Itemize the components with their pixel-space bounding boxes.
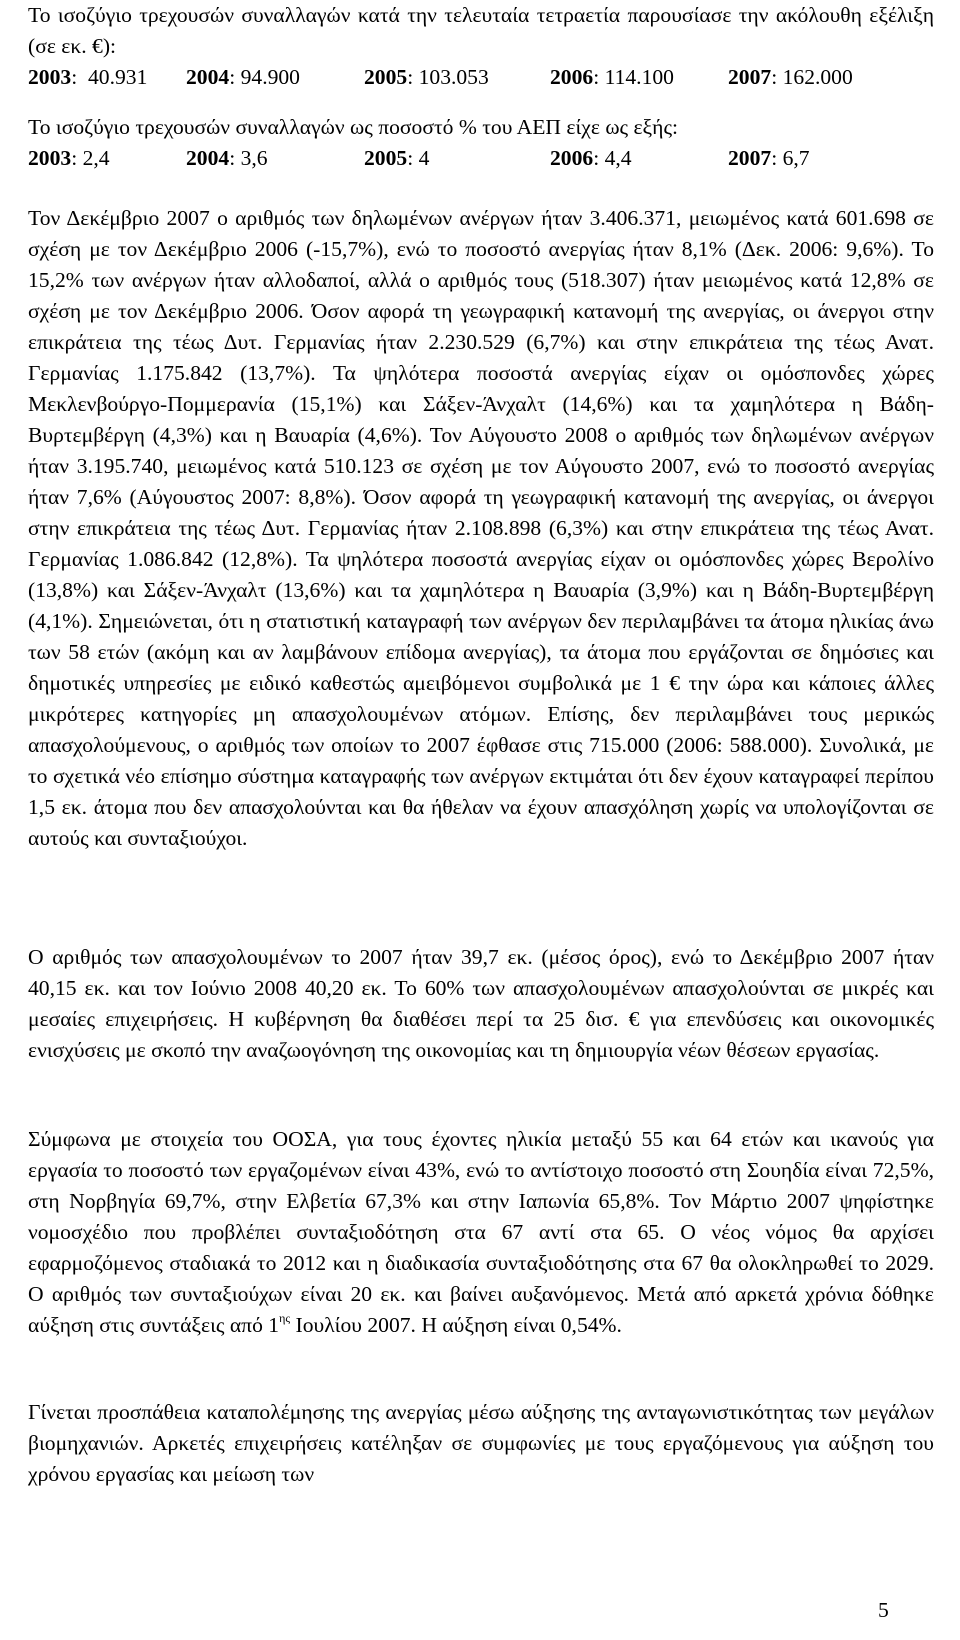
competitiveness-paragraph: Γίνεται προσπάθεια καταπολέμησης της ανεργίας μέσω αύξησης της ανταγωνιστικότητας των μεγάλων βιομηχανιών. Αρκετές επιχειρήσεις κατέληξαν σε συμφωνίες με τους εργαζόμενους για αύξηση του χρόνου εργασίας και μείωση των: [28, 1400, 934, 1486]
balance-item: 2006: 114.100: [550, 65, 674, 89]
gdp-item: 2007: 6,7: [728, 146, 810, 170]
oecd-paragraph: [28, 1124, 934, 1341]
balance-item: 2007: 162.000: [728, 65, 853, 89]
document-page: [28, 0, 934, 1640]
unemployment-paragraph: Τον Δεκέμβριο 2007 ο αριθμός των δηλωμένων ανέργων ήταν 3.406.371, μειωμένος κατά 601.698 σε σχέση με τον Δεκέμβριο 2006 (-15,7%), ενώ το ποσοστό ανεργίας ήταν 8,1% (Δεκ. 2006: 9,6%). Το 15,2% των ανέργων ήταν αλλοδαποί, αλλά ο αριθμός τους (518.307) ήταν μειωμένος κατά 12,8% σε σχέση με τον Δεκέμβριο 2006. Όσον αφορά τη γεωγραφική κατανομή της ανεργίας, οι άνεργοι στην επικράτεια της τέως Δυτ. Γερμανίας ήταν 2.230.529 (6,7%) και στην επικράτεια της τέως Ανατ. Γερμανίας 1.175.842 (13,7%). Τα ψηλότερα ποσοστά ανεργίας είχαν οι ομόσπονδες χώρες Μεκλενβούργο-Πομμερανία (15,1%) και Σάξεν-Άνχαλτ (14,6%) και τα χαμηλότερα η Βάδη-Βυρτεμβέργη (4,3%) και η Βαυαρία (4,6%). Τον Αύγουστο 2008 ο αριθμός των δηλωμένων ανέργων ήταν 3.195.740, μειωμένος κατά 510.123 σε σχέση με τον Αύγουστο 2007, ενώ το ποσοστό ανεργίας ήταν 7,6% (Αύγουστος 2007: 8,8%). Όσον αφορά τη γεωγραφική κατανομή της ανεργίας, οι άνεργοι στην επικράτεια της τέως Δυτ. Γερμανίας ήταν 2.108.898 (6,3%) και στην επικράτεια της τέως Ανατ. Γερμανίας 1.086.842 (12,8%). Τα ψηλότερα ποσοστά ανεργίας είχαν οι ομόσπονδες χώρες Βερολίνο (13,8%) και Σάξεν-Άνχαλτ (13,6%) και τα χαμηλότερα η Βαυαρία (3,9%) και η Βάδη-Βυρτεμβέργη (4,1%). Σημειώνεται, ότι η στατιστική καταγραφή των ανέργων δεν περιλαμβάνει τα άτομα ηλικίας άνω των 58 ετών (ακόμη και αν λαμβάνουν επίδομα ανεργίας), τα άτομα που εργάζονται σε δημόσιες και δημοτικές υπηρεσίες με ειδικό καθεστώς αμειβόμενοι συμβολικά με 1 € την ώρα και κάποιες άλλες μικρότερες κατηγορίες μη απασχολουμένων ατόμων. Επίσης, δεν περιλαμβάνει τους μερικώς απασχολούμενους, ο αριθμός των οποίων το 2007 έφθασε στις 715.000 (2006: 588.000). Συνολικά, με το σχετικά νέο επίσημο σύστημα καταγραφής των ανέργων εκτιμάται ότι δεν έχουν καταγραφεί περίπου 1,5 εκ. άτομα που δεν απασχολούνται και θα ήθελαν να έχουν απασχόληση χωρίς να υπολογίζονται σε αυτούς και συνταξιούχοι.: [28, 206, 934, 850]
balance-item: 2003: 40.931: [28, 65, 148, 89]
balance-intro: Το ισοζύγιο τρεχουσών συναλλαγών κατά την τελευταία τετραετία παρουσίασε την ακόλουθη εξέλιξη (σε εκ. €):: [28, 3, 934, 58]
page-number: 5: [878, 1598, 889, 1622]
gdp-item: 2004: 3,6: [186, 146, 268, 170]
balance-item: 2005: 103.053: [364, 65, 489, 89]
ordinal-superscript: ης: [279, 1311, 291, 1325]
oecd-paragraph-text: Σύμφωνα με στοιχεία του ΟΟΣΑ, για τους έχοντες ηλικία μεταξύ 55 και 64 ετών και ικανούς για εργασία το ποσοστό των εργαζομένων είναι 43%, ενώ το αντίστοιχο ποσοστό στη Σουηδία είναι 72,5%, στη Νορβηγία 69,7%, στην Ελβετία 67,3% και στην Ιαπωνία 65,8%. Τον Μάρτιο 2007 ψηφίστηκε νομοσχέδιο που προβλέπει συνταξιοδότηση στα 67 αντί στα 65. Ο νέος νόμος θα αρχίσει εφαρμοζόμενος σταδιακά το 2012 και η διαδικασία συνταξιοδότησης στα 67 θα ολοκληρωθεί το 2029. Ο αριθμός των συνταξιούχων είναι 20 εκ. και βαίνει αυξανόμενος. Μετά από αρκετά χρόνια δόθηκε αύξηση στις συντάξεις από 1: [28, 1127, 934, 1337]
oecd-paragraph-end: Ιουλίου 2007. Η αύξηση είναι 0,54%.: [290, 1313, 622, 1337]
gdp-intro: Το ισοζύγιο τρεχουσών συναλλαγών ως ποσοστό % του ΑΕΠ είχε ως εξής:: [28, 115, 679, 139]
balance-item: 2004: 94.900: [186, 65, 300, 89]
employment-paragraph: Ο αριθμός των απασχολουμένων το 2007 ήταν 39,7 εκ. (μέσος όρος), ενώ το Δεκέμβριο 2007 ήταν 40,15 εκ. και τον Ιούνιο 2008 40,20 εκ. Το 60% των απασχολουμένων απασχολούνται σε μικρές και μεσαίες επιχειρήσεις. Η κυβέρνηση θα διαθέσει περί τα 25 δισ. € για επενδύσεις και οικονομικές ενισχύσεις με σκοπό την αναζωογόνηση της οικονομίας και τη δημιουργία νέων θέσεων εργασίας.: [28, 945, 934, 1062]
gdp-item: 2003: 2,4: [28, 146, 110, 170]
gdp-item: 2005: 4: [364, 146, 430, 170]
gdp-item: 2006: 4,4: [550, 146, 632, 170]
